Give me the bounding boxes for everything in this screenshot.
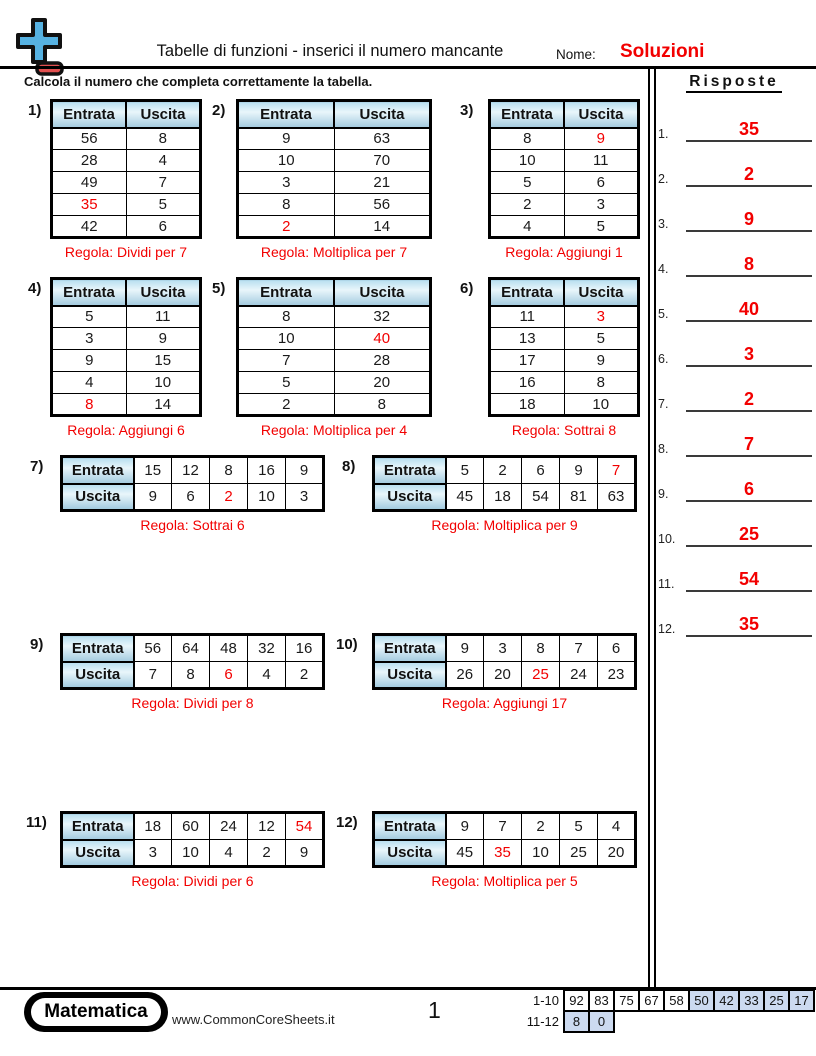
problem-table-area — [488, 277, 640, 438]
function-table — [372, 633, 637, 690]
value-cell: 10 — [238, 150, 335, 172]
answers-list — [656, 112, 812, 692]
value-cell: 9 — [126, 328, 201, 350]
value-cell: 24 — [560, 662, 598, 689]
score-cell: 58 — [664, 990, 689, 1011]
entrata-header: Entrata — [62, 635, 134, 662]
value-cell: 7 — [126, 172, 201, 194]
value-cell: 9 — [134, 484, 172, 511]
value-cell: 3 — [484, 635, 522, 662]
entrata-header: Entrata — [374, 635, 446, 662]
missing-value-cell: 8 — [52, 394, 127, 416]
uscita-header: Uscita — [334, 279, 431, 306]
rule-text: Regola: Sottrai 8 — [511, 422, 617, 438]
uscita-header: Uscita — [564, 101, 639, 128]
answer-item — [656, 202, 812, 232]
answer-value: 9 — [743, 209, 754, 229]
value-cell: 6 — [126, 216, 201, 238]
score-cell: 17 — [789, 990, 814, 1011]
missing-value-cell: 2 — [210, 484, 248, 511]
answer-number: 8. — [658, 442, 669, 456]
uscita-header: Uscita — [374, 840, 446, 867]
value-cell: 70 — [334, 150, 431, 172]
problem-number: 1) — [28, 102, 42, 119]
value-cell: 10 — [126, 372, 201, 394]
entrata-header: Entrata — [374, 457, 446, 484]
value-cell: 56 — [334, 194, 431, 216]
answer-underline — [686, 562, 812, 592]
value-cell: 2 — [490, 194, 565, 216]
missing-value-cell: 7 — [598, 457, 636, 484]
value-cell: 4 — [52, 372, 127, 394]
problem-6 — [460, 277, 640, 440]
entrata-header: Entrata — [490, 279, 565, 306]
value-cell: 42 — [52, 216, 127, 238]
answer-underline — [686, 247, 812, 277]
value-cell: 54 — [522, 484, 560, 511]
missing-value-cell: 9 — [564, 128, 639, 150]
answer-value: 2 — [743, 164, 754, 184]
value-cell: 6 — [522, 457, 560, 484]
problem-table-area — [236, 99, 432, 260]
function-table — [236, 99, 432, 239]
problem-number: 10) — [336, 636, 358, 653]
value-cell: 48 — [210, 635, 248, 662]
rule-text: Regola: Moltiplica per 4 — [260, 422, 408, 438]
answer-item — [656, 562, 812, 592]
value-cell: 12 — [248, 813, 286, 840]
rule-text: Regola: Dividi per 8 — [131, 695, 254, 711]
header-rule — [0, 66, 816, 69]
function-table — [488, 277, 640, 417]
function-table — [50, 277, 202, 417]
answer-underline — [686, 427, 812, 457]
value-cell: 9 — [238, 128, 335, 150]
value-cell: 9 — [446, 813, 484, 840]
problem-5 — [212, 277, 432, 440]
entrata-header: Entrata — [238, 101, 335, 128]
value-cell: 81 — [560, 484, 598, 511]
score-cell: 75 — [614, 990, 639, 1011]
problem-table-area — [50, 277, 202, 438]
answer-value: 54 — [738, 569, 760, 589]
value-cell: 56 — [134, 635, 172, 662]
answer-underline — [686, 157, 812, 187]
answer-number: 12. — [658, 622, 676, 636]
problem-11 — [26, 811, 325, 891]
answer-number: 3. — [658, 217, 669, 231]
function-table — [60, 633, 325, 690]
problem-number: 4) — [28, 280, 42, 297]
value-cell: 6 — [172, 484, 210, 511]
answer-item — [656, 472, 812, 502]
answer-value: 40 — [738, 299, 760, 319]
value-cell: 5 — [52, 306, 127, 328]
answer-item — [656, 427, 812, 457]
missing-value-cell: 35 — [52, 194, 127, 216]
value-cell: 64 — [172, 635, 210, 662]
uscita-header: Uscita — [126, 101, 201, 128]
answer-number: 5. — [658, 307, 669, 321]
value-cell: 10 — [172, 840, 210, 867]
answer-item — [656, 337, 812, 367]
value-cell: 10 — [238, 328, 335, 350]
score-cell: 92 — [564, 990, 589, 1011]
answer-item — [656, 382, 812, 412]
problem-table-area — [60, 633, 325, 711]
function-table — [60, 811, 325, 868]
answer-number: 4. — [658, 262, 669, 276]
value-cell: 5 — [490, 172, 565, 194]
value-cell: 60 — [172, 813, 210, 840]
rule-text: Regola: Sottrai 6 — [140, 517, 245, 533]
answer-underline — [686, 472, 812, 502]
value-cell: 15 — [126, 350, 201, 372]
answer-number: 6. — [658, 352, 669, 366]
value-cell: 4 — [248, 662, 286, 689]
problem-table-area — [60, 811, 325, 889]
value-cell: 10 — [490, 150, 565, 172]
value-cell: 5 — [560, 813, 598, 840]
answer-item — [656, 247, 812, 277]
value-cell: 11 — [126, 306, 201, 328]
value-cell: 6 — [564, 172, 639, 194]
value-cell: 10 — [564, 394, 639, 416]
uscita-header: Uscita — [374, 484, 446, 511]
value-cell: 7 — [484, 813, 522, 840]
value-cell: 32 — [334, 306, 431, 328]
value-cell: 8 — [172, 662, 210, 689]
function-table — [60, 455, 325, 512]
value-cell: 63 — [598, 484, 636, 511]
answers-divider-line — [648, 66, 650, 988]
score-cell: 8 — [564, 1011, 589, 1032]
value-cell: 10 — [522, 840, 560, 867]
value-cell: 8 — [238, 306, 335, 328]
entrata-header: Entrata — [52, 279, 127, 306]
value-cell: 7 — [238, 350, 335, 372]
problem-table-area — [372, 633, 637, 711]
value-cell: 8 — [238, 194, 335, 216]
answer-underline — [686, 517, 812, 547]
value-cell: 20 — [598, 840, 636, 867]
problem-table-area — [488, 99, 640, 260]
value-cell: 49 — [52, 172, 127, 194]
answer-underline — [686, 607, 812, 637]
plus-minus-icon — [16, 16, 64, 83]
value-cell: 2 — [286, 662, 324, 689]
value-cell: 14 — [126, 394, 201, 416]
answer-underline — [686, 202, 812, 232]
value-cell: 7 — [560, 635, 598, 662]
score-cell: 67 — [639, 990, 664, 1011]
problem-table-area — [60, 455, 325, 533]
value-cell: 24 — [210, 813, 248, 840]
problem-number: 2) — [212, 102, 226, 119]
entrata-header: Entrata — [490, 101, 565, 128]
answer-number: 1. — [658, 127, 669, 141]
answer-value: 8 — [743, 254, 754, 274]
problem-7 — [30, 455, 325, 535]
rule-text: Regola: Aggiungi 17 — [441, 695, 568, 711]
problem-table-area — [372, 455, 637, 533]
name-label: Nome: — [556, 47, 596, 62]
value-cell: 5 — [564, 328, 639, 350]
problem-12 — [336, 811, 637, 891]
problem-table-area — [50, 99, 202, 260]
rule-text: Regola: Aggiungi 6 — [67, 422, 185, 438]
value-cell: 32 — [248, 635, 286, 662]
value-cell: 10 — [248, 484, 286, 511]
function-table — [488, 99, 640, 239]
value-cell: 3 — [134, 840, 172, 867]
value-cell: 5 — [126, 194, 201, 216]
value-cell: 3 — [238, 172, 335, 194]
uscita-header: Uscita — [62, 662, 134, 689]
problem-number: 3) — [460, 102, 474, 119]
function-table — [236, 277, 432, 417]
score-cell: 83 — [589, 990, 614, 1011]
problem-number: 8) — [342, 458, 356, 475]
answer-underline — [686, 337, 812, 367]
missing-value-cell: 2 — [238, 216, 335, 238]
answer-underline — [686, 112, 812, 142]
uscita-header: Uscita — [126, 279, 201, 306]
value-cell: 2 — [484, 457, 522, 484]
problem-2 — [212, 99, 432, 262]
rule-text: Regola: Moltiplica per 7 — [260, 244, 408, 260]
problem-number: 6) — [460, 280, 474, 297]
answer-value: 25 — [738, 524, 760, 544]
uscita-header: Uscita — [564, 279, 639, 306]
answer-item — [656, 292, 812, 322]
value-cell: 4 — [598, 813, 636, 840]
value-cell: 14 — [334, 216, 431, 238]
value-cell: 11 — [564, 150, 639, 172]
answer-value: 35 — [738, 119, 760, 139]
value-cell: 18 — [134, 813, 172, 840]
uscita-header: Uscita — [374, 662, 446, 689]
value-cell: 45 — [446, 840, 484, 867]
entrata-header: Entrata — [62, 457, 134, 484]
brand-label: Matematica — [31, 998, 161, 1026]
value-cell: 8 — [210, 457, 248, 484]
value-cell: 8 — [490, 128, 565, 150]
problem-number: 9) — [30, 636, 44, 653]
value-cell: 2 — [248, 840, 286, 867]
value-cell: 45 — [446, 484, 484, 511]
value-cell: 13 — [490, 328, 565, 350]
name-value: Soluzioni — [620, 41, 705, 62]
value-cell: 5 — [564, 216, 639, 238]
answers-heading: Risposte — [656, 73, 812, 91]
value-cell: 15 — [134, 457, 172, 484]
missing-value-cell: 54 — [286, 813, 324, 840]
rule-text: Regola: Aggiungi 1 — [505, 244, 623, 260]
answer-number: 2. — [658, 172, 669, 186]
score-range-label: 11-12 — [526, 1014, 559, 1029]
problem-4 — [28, 277, 202, 440]
problem-table-area — [372, 811, 637, 889]
function-table — [372, 455, 637, 512]
value-cell: 8 — [522, 635, 560, 662]
value-cell: 9 — [286, 840, 324, 867]
value-cell: 4 — [126, 150, 201, 172]
footer-url: www.CommonCoreSheets.it — [172, 1012, 335, 1027]
value-cell: 9 — [286, 457, 324, 484]
value-cell: 9 — [560, 457, 598, 484]
entrata-header: Entrata — [62, 813, 134, 840]
value-cell: 3 — [52, 328, 127, 350]
value-cell: 9 — [52, 350, 127, 372]
value-cell: 3 — [564, 194, 639, 216]
value-cell: 7 — [134, 662, 172, 689]
value-cell: 16 — [490, 372, 565, 394]
value-cell: 23 — [598, 662, 636, 689]
value-cell: 4 — [210, 840, 248, 867]
value-cell: 8 — [334, 394, 431, 416]
problem-number: 12) — [336, 814, 358, 831]
problem-1 — [28, 99, 202, 262]
uscita-header: Uscita — [62, 484, 134, 511]
uscita-header: Uscita — [62, 840, 134, 867]
value-cell: 28 — [334, 350, 431, 372]
score-range-label: 1-10 — [532, 993, 559, 1008]
answer-underline — [686, 292, 812, 322]
rule-text: Regola: Moltiplica per 9 — [431, 517, 578, 533]
value-cell: 16 — [286, 635, 324, 662]
score-cell: 25 — [764, 990, 789, 1011]
value-cell: 25 — [560, 840, 598, 867]
value-cell: 18 — [490, 394, 565, 416]
instruction-text: Calcola il numero che completa correttamente la tabella. — [24, 74, 373, 89]
missing-value-cell: 25 — [522, 662, 560, 689]
uscita-header: Uscita — [334, 101, 431, 128]
answer-item — [656, 517, 812, 547]
value-cell: 20 — [334, 372, 431, 394]
value-cell: 8 — [564, 372, 639, 394]
problem-3 — [460, 99, 640, 262]
value-cell: 21 — [334, 172, 431, 194]
problem-8 — [342, 455, 637, 535]
value-cell: 26 — [446, 662, 484, 689]
score-cell: 50 — [689, 990, 714, 1011]
rule-text: Regola: Dividi per 7 — [64, 244, 188, 260]
answer-number: 7. — [658, 397, 669, 411]
value-cell: 63 — [334, 128, 431, 150]
missing-value-cell: 3 — [564, 306, 639, 328]
value-cell: 28 — [52, 150, 127, 172]
page-number: 1 — [428, 997, 441, 1023]
entrata-header: Entrata — [374, 813, 446, 840]
value-cell: 3 — [286, 484, 324, 511]
value-cell: 17 — [490, 350, 565, 372]
answer-value: 3 — [743, 344, 754, 364]
value-cell: 12 — [172, 457, 210, 484]
value-cell: 5 — [238, 372, 335, 394]
missing-value-cell: 35 — [484, 840, 522, 867]
value-cell: 20 — [484, 662, 522, 689]
problem-number: 5) — [212, 280, 226, 297]
value-cell: 16 — [248, 457, 286, 484]
missing-value-cell: 40 — [334, 328, 431, 350]
value-cell: 56 — [52, 128, 127, 150]
score-cell: 0 — [589, 1011, 614, 1032]
problem-number: 11) — [26, 814, 47, 831]
value-cell: 8 — [126, 128, 201, 150]
value-cell: 4 — [490, 216, 565, 238]
value-cell: 6 — [598, 635, 636, 662]
answer-number: 11. — [658, 577, 675, 591]
problem-table-area — [236, 277, 432, 438]
function-table — [50, 99, 202, 239]
brand-badge — [24, 992, 168, 1032]
function-table — [372, 811, 637, 868]
value-cell: 2 — [522, 813, 560, 840]
value-cell: 9 — [564, 350, 639, 372]
rule-text: Regola: Dividi per 6 — [131, 873, 254, 889]
problem-number: 7) — [30, 458, 44, 475]
problem-10 — [336, 633, 637, 713]
answer-value: 2 — [743, 389, 754, 409]
score-cell: 42 — [714, 990, 739, 1011]
answer-underline — [686, 382, 812, 412]
answer-number: 10. — [658, 532, 676, 546]
value-cell: 11 — [490, 306, 565, 328]
page-title: Tabelle di funzioni - inserici il numero mancante — [156, 42, 504, 60]
score-cell: 33 — [739, 990, 764, 1011]
entrata-header: Entrata — [52, 101, 127, 128]
answer-value: 6 — [743, 479, 754, 499]
score-table — [520, 989, 815, 1033]
answer-item — [656, 607, 812, 637]
value-cell: 9 — [446, 635, 484, 662]
problem-9 — [30, 633, 325, 713]
rule-text: Regola: Moltiplica per 5 — [431, 873, 578, 889]
answer-value: 7 — [743, 434, 754, 454]
value-cell: 18 — [484, 484, 522, 511]
answer-number: 9. — [658, 487, 669, 501]
answer-item — [656, 157, 812, 187]
missing-value-cell: 6 — [210, 662, 248, 689]
value-cell: 2 — [238, 394, 335, 416]
value-cell: 5 — [446, 457, 484, 484]
answer-item — [656, 112, 812, 142]
answer-value: 35 — [738, 614, 760, 634]
entrata-header: Entrata — [238, 279, 335, 306]
